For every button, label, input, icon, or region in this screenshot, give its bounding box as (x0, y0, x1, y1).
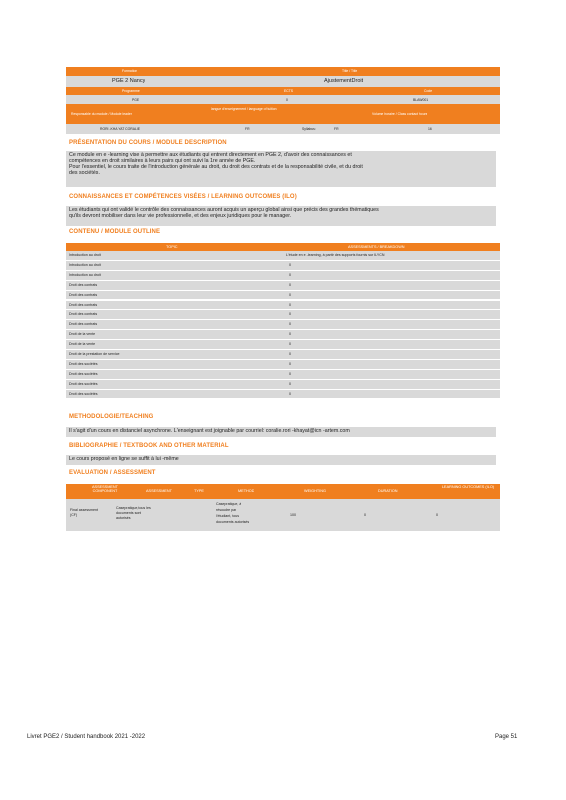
evaluation-title: EVALUATION / ASSESSMENT (69, 470, 156, 476)
assessment-text: autorisés (116, 516, 131, 520)
outline-col-assessment: ASSESSMENTS / BREAKDOWN (348, 245, 405, 249)
presentation-title: PRÉSENTATION DU COURS / MODULE DESCRIPTION (69, 140, 227, 146)
assessment-method: Casepratique, à (216, 502, 242, 506)
code-value: BLAW001 (413, 98, 429, 102)
ects-value: 0 (286, 98, 288, 102)
outline-hours: 0 (289, 391, 291, 396)
responsable-value: RORI -KHA YAT CORALIE (100, 127, 141, 131)
assessment-col-method: METHOD (238, 489, 255, 493)
outline-hours: 0 (289, 282, 291, 287)
outline-hours: 0 (289, 342, 291, 347)
programme-label: Programme (122, 89, 140, 93)
syllabus-label: Syllabus: (302, 127, 316, 131)
outline-topic: Droit des contrats (69, 312, 98, 317)
outline-row (66, 271, 500, 281)
footer-page: Page 51 (495, 734, 518, 740)
assessment-col-component: ASSESSMENT COMPONENT (92, 485, 118, 493)
outline-row (66, 390, 500, 400)
outline-hours: 0 (289, 272, 291, 277)
assessment-col-weighting: WEIGHTING (304, 489, 326, 493)
outline-hours: 0 (289, 352, 291, 356)
outline-hours: 0 (289, 371, 291, 376)
assessment-col-outcomes: LEARNING OUTCOMES (ILO) (441, 485, 495, 489)
formation-label: Formation (122, 69, 138, 73)
assessment-col-assessment: ASSESSMENT (146, 489, 172, 493)
outline-topic: Droit de la prestation de service (69, 352, 120, 356)
title-label: Title / Title (342, 69, 358, 73)
programme-header (66, 87, 500, 95)
course-title: AjustementDroit (324, 78, 364, 84)
langue-value: FR (245, 127, 250, 131)
outline-topic: Droit de la vente (69, 332, 96, 337)
presentation-line: compétences en droit similaires à leurs pairs qui ont suivi la 1re année de PGE. (69, 158, 256, 165)
programme-values-row (66, 95, 500, 104)
volume-value: 16 (428, 127, 432, 131)
syllabus-value: FR (334, 127, 339, 131)
outline-topic: Introduction au droit (69, 272, 101, 277)
responsable-header (66, 104, 500, 124)
assessment-col-type: TYPE (194, 489, 204, 493)
outline-topic: Droit des sociétés (69, 391, 98, 396)
presentation-line: Pour l'essentiel, le cours traite de l'introduction générale au droit, du droit des contrats et de la responsabilité civile, et du droit (69, 164, 363, 171)
presentation-line: des sociétés. (69, 170, 100, 177)
outline-row (66, 320, 500, 330)
outline-row (66, 380, 500, 390)
contenu-title: CONTENU / MODULE OUTLINE (69, 229, 161, 235)
methodology-line: Il s'agit d'un cours en distanciel asynchrone. L'enseignant est joignable par courriel: coralie.rori -khayat@icn -artem.com (69, 428, 350, 434)
outline-row (66, 340, 500, 350)
assessment-text: documents sont (116, 511, 142, 515)
assessment-header (66, 484, 500, 499)
outline-hours: 0 (289, 361, 291, 366)
outline-row (66, 350, 500, 360)
assessment-row (66, 499, 500, 531)
assessment-method: résoudre par (216, 508, 237, 512)
ects-label: ECTS (284, 89, 294, 93)
outline-row (66, 281, 500, 291)
assessment-method: documents autorisés (216, 520, 250, 524)
assessment-component-code: (CF) (70, 513, 78, 517)
methodology-text (66, 427, 496, 437)
outline-topic: Droit des contrats (69, 322, 98, 327)
outline-topic: Droit des sociétés (69, 371, 98, 376)
outline-row (66, 251, 500, 261)
footer-left: Livret PGE2 / Student handbook 2021 -2022 (27, 734, 146, 740)
code-label: Code (424, 89, 433, 93)
responsable-values-row (66, 124, 500, 134)
outline-row (66, 370, 500, 380)
assessment-outcomes: 0 (436, 513, 438, 517)
outcomes-line: qu'ils devront mobiliser dans leur vie professionnelle, et des enjeux juridiques pour le manager. (69, 213, 292, 220)
outline-topic: Droit des sociétés (69, 361, 98, 366)
outline-row (66, 301, 500, 311)
biblio-text (66, 455, 496, 465)
outline-row (66, 360, 500, 370)
outline-row (66, 330, 500, 340)
outline-topic: Droit des contrats (69, 302, 98, 307)
responsable-label: Responsable du module / Module leader (71, 112, 132, 116)
assessment-duration: 0 (364, 513, 366, 517)
outline-hours: 0 (289, 302, 291, 307)
outline-hours: 0 (289, 381, 291, 386)
outline-row (66, 261, 500, 271)
outcomes-text (66, 206, 496, 226)
outline-row (66, 310, 500, 320)
assessment-weighting: 100 (290, 513, 296, 517)
assessment-component: Final assessment (70, 508, 98, 512)
outline-note: L'étude en e -learning, à partir des supports fournis sur ILYCN (286, 253, 385, 257)
outline-row (66, 291, 500, 301)
programme-value: PGE (132, 98, 140, 102)
outcomes-title: CONNAISSANCES ET COMPÉTENCES VISÉES / LEARNING OUTCOMES (ILO) (69, 194, 297, 200)
assessment-text: Casepratique,tous les (116, 506, 151, 510)
outline-hours: 0 (289, 262, 291, 267)
outline-hours: 0 (289, 322, 291, 327)
presentation-text (66, 151, 496, 187)
methodology-title: METHODOLOGIE/TEACHING (69, 414, 154, 420)
biblio-title: BIBLIOGRAPHIE / TEXTBOOK AND OTHER MATERIAL (69, 443, 229, 449)
langue-label: langue d'enseignement / language of tuition (211, 107, 277, 111)
outcomes-line: Les étudiants qui ont validé le contrôle des connaissances auront acquis un aperçu global ainsi que précis des grandes thématiques (69, 207, 379, 213)
program-title-row (66, 76, 500, 87)
outline-topic: Introduction au droit (69, 253, 101, 257)
outline-hours: 0 (289, 312, 291, 317)
outline-hours: 0 (289, 292, 291, 297)
outline-hours: 0 (289, 332, 291, 337)
volume-label: Volume horaire / Class contact hours (372, 112, 428, 116)
outline-header (66, 243, 500, 251)
outline-topic: Droit des sociétés (69, 381, 98, 386)
program-name: PGE 2 Nancy (112, 78, 146, 84)
outline-topic: Droit des contrats (69, 282, 98, 287)
biblio-line: Le cours proposé en ligne se suffit à lui -même (69, 456, 179, 462)
outline-col-topic: TOPIC (166, 245, 178, 249)
assessment-method: l'étudiant, tous (216, 514, 240, 518)
outline-topic: Introduction au droit (69, 262, 101, 267)
presentation-line: Ce module en e -learning vise à permettre aux étudiants qui entrent directement en PGE 2, d'avoir des connaissances et (69, 152, 352, 158)
formation-title-header (66, 67, 500, 76)
outline-topic: Droit des contrats (69, 292, 98, 297)
assessment-col-duration: DURATION (378, 489, 398, 493)
outline-topic: Droit de la vente (69, 342, 96, 347)
